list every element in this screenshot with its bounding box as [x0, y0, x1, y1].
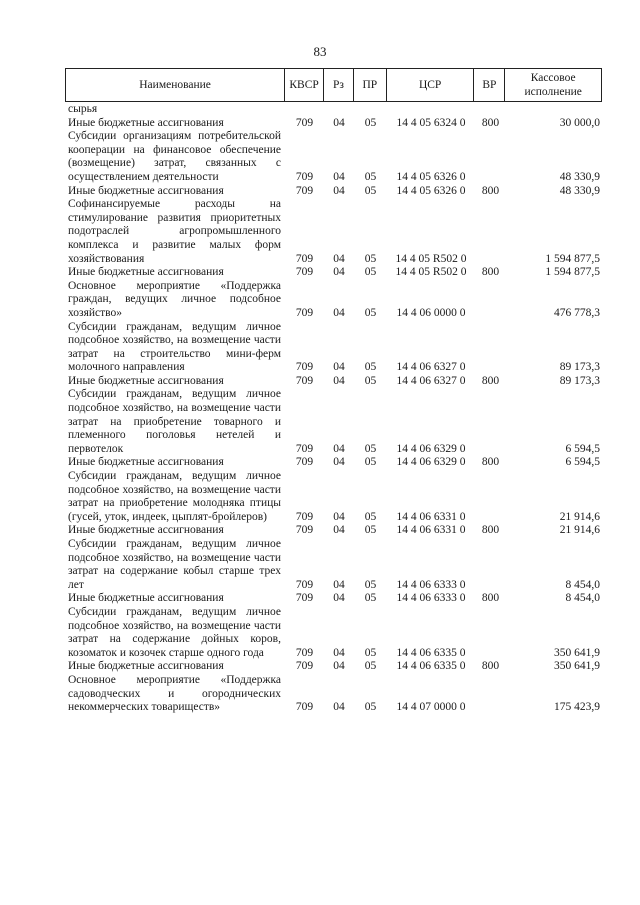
cell-pr: 05	[364, 442, 377, 455]
cell-name: Иные бюджетные ассигнования	[68, 592, 224, 605]
cell-pr: 05	[364, 184, 377, 197]
cell-csr: 14 4 06 0000 0	[396, 306, 466, 319]
cell-kvsr: 709	[295, 524, 314, 537]
cell-name: Иные бюджетные ассигнования	[68, 660, 224, 673]
header-sum: Кассовое исполнение	[524, 71, 582, 98]
cell-pr: 05	[364, 524, 377, 537]
cell-vr: 800	[481, 660, 500, 673]
cell-rz: 04	[333, 592, 345, 605]
cell-rz: 04	[333, 361, 345, 374]
cell-rz: 04	[333, 578, 345, 591]
table-row	[65, 185, 602, 199]
cell-kvsr: 709	[295, 252, 314, 265]
table-row	[65, 375, 602, 389]
cell-name: Иные бюджетные ассигнования	[68, 374, 224, 387]
table-header	[65, 68, 602, 102]
cell-name: Субсидии гражданам, ведущим личное подсобное хозяйство, на возмещение части затрат на приобретение товарного и племенного поголовья нетелей и первотелок	[68, 388, 281, 455]
cell-pr: 05	[364, 510, 377, 523]
cell-rz: 04	[333, 266, 345, 279]
table-row	[65, 606, 602, 660]
cell-kvsr: 709	[295, 116, 314, 129]
cell-name: Иные бюджетные ассигнования	[68, 116, 224, 129]
table-row	[65, 592, 602, 606]
cell-rz: 04	[333, 442, 345, 455]
cell-kvsr: 709	[295, 184, 314, 197]
cell-pr: 05	[364, 456, 377, 469]
cell-kvsr: 709	[295, 361, 314, 374]
cell-rz: 04	[333, 456, 345, 469]
cell-kvsr: 709	[295, 646, 314, 659]
cell-kvsr: 709	[295, 170, 314, 183]
cell-kvsr: 709	[295, 306, 314, 319]
cell-name: Иные бюджетные ассигнования	[68, 184, 224, 197]
cell-vr: 800	[481, 524, 500, 537]
cell-csr: 14 4 05 6326 0	[396, 170, 466, 183]
cell-csr: 14 4 06 6329 0	[396, 456, 466, 469]
cell-csr: 14 4 06 6331 0	[396, 524, 466, 537]
cell-csr: 14 4 05 6324 0	[396, 116, 466, 129]
table-row	[65, 321, 602, 375]
cell-sum: 476 778,3	[554, 306, 600, 319]
cell-rz: 04	[333, 170, 345, 183]
table-row	[65, 538, 602, 592]
cell-kvsr: 709	[295, 578, 314, 591]
cell-csr: 14 4 07 0000 0	[396, 701, 466, 714]
cell-kvsr: 709	[295, 592, 314, 605]
cell-pr: 05	[364, 266, 377, 279]
cell-csr: 14 4 05 6326 0	[396, 184, 466, 197]
cell-pr: 05	[364, 592, 377, 605]
table-row	[65, 524, 602, 538]
cell-kvsr: 709	[295, 374, 314, 387]
cell-vr: 800	[481, 184, 500, 197]
cell-name: Основное мероприятие «Поддержка садоводческих и огороднических некоммерческих товариществ»	[68, 673, 281, 714]
cell-csr: 14 4 06 6335 0	[396, 660, 466, 673]
cell-vr: 800	[481, 456, 500, 469]
header-rz: Рз	[324, 69, 354, 101]
cell-vr: 800	[481, 374, 500, 387]
cell-csr: 14 4 06 6331 0	[396, 510, 466, 523]
cell-vr: 800	[481, 266, 500, 279]
header-pr: ПР	[354, 69, 387, 101]
cell-csr: 14 4 06 6327 0	[396, 361, 466, 374]
cell-pr: 05	[364, 116, 377, 129]
cell-kvsr: 709	[295, 266, 314, 279]
cell-kvsr: 709	[295, 660, 314, 673]
page-number: 83	[313, 44, 327, 59]
cell-name: Иные бюджетные ассигнования	[68, 266, 224, 279]
cell-csr: 14 4 05 R502 0	[395, 266, 467, 279]
cell-name: Субсидии гражданам, ведущим личное подсобное хозяйство, на возмещение части затрат на содержание кобыл старше трех лет	[68, 538, 281, 591]
cell-sum: 21 914,6	[559, 524, 600, 537]
cell-pr: 05	[364, 361, 377, 374]
table-row	[65, 456, 602, 470]
cell-csr: 14 4 06 6329 0	[396, 442, 466, 455]
cell-sum: 1 594 877,5	[545, 266, 600, 279]
cell-pr: 05	[364, 578, 377, 591]
cell-pr: 05	[364, 170, 377, 183]
cell-sum: 350 641,9	[554, 660, 600, 673]
cell-sum: 6 594,5	[565, 442, 600, 455]
cell-sum: 1 594 877,5	[545, 252, 600, 265]
cell-name: Субсидии гражданам, ведущим личное подсобное хозяйство, на возмещение части затрат на строительство мини-ферм молочного направления	[68, 320, 281, 374]
cell-pr: 05	[364, 252, 377, 265]
header-kvsr: КВСР	[285, 69, 324, 101]
cell-sum: 48 330,9	[559, 184, 600, 197]
cell-rz: 04	[333, 116, 345, 129]
cell-vr: 800	[481, 116, 500, 129]
cell-name: Софинансируемые расходы на стимулирование развития приоритетных подотраслей агропромышленного комплекса и развитие малых форм хозяйствования	[68, 198, 281, 265]
cell-sum: 89 173,3	[559, 374, 600, 387]
cell-csr: 14 4 06 6335 0	[396, 646, 466, 659]
cell-sum: 8 454,0	[565, 592, 600, 605]
cell-sum: 8 454,0	[565, 578, 600, 591]
cell-sum: 6 594,5	[565, 456, 600, 469]
cell-kvsr: 709	[295, 510, 314, 523]
cell-pr: 05	[364, 646, 377, 659]
cell-sum: 89 173,3	[559, 361, 600, 374]
header-vr: ВР	[474, 69, 505, 101]
cell-sum: 175 423,9	[554, 701, 600, 714]
table-row	[65, 266, 602, 280]
cell-name: сырья	[68, 103, 98, 115]
cell-csr: 14 4 06 6333 0	[396, 592, 466, 605]
cell-name: Субсидии гражданам, ведущим личное подсобное хозяйство, на возмещение части затрат на содержание дойных коров, козоматок и козочек старше одного года	[68, 605, 281, 659]
cell-kvsr: 709	[295, 442, 314, 455]
table-row	[65, 388, 602, 456]
cell-vr: 800	[481, 592, 500, 605]
cell-rz: 04	[333, 646, 345, 659]
cell-pr: 05	[364, 660, 377, 673]
cell-name: Субсидии организациям потребительской кооперации на финансовое обеспечение (возмещение) затрат, связанных с осуществлением деятельности	[68, 130, 281, 183]
cell-rz: 04	[333, 524, 345, 537]
header-name: Наименование	[66, 69, 285, 101]
table-row	[65, 130, 602, 184]
cell-sum: 350 641,9	[554, 646, 600, 659]
table-row	[65, 280, 602, 321]
cell-kvsr: 709	[295, 701, 314, 714]
cell-kvsr: 709	[295, 456, 314, 469]
cell-name: Иные бюджетные ассигнования	[68, 456, 224, 469]
cell-csr: 14 4 06 6327 0	[396, 374, 466, 387]
cell-rz: 04	[333, 306, 345, 319]
table-row	[65, 198, 602, 266]
cell-rz: 04	[333, 374, 345, 387]
cell-name: Субсидии гражданам, ведущим личное подсобное хозяйство, на возмещение части затрат на приобретение молодняка птицы (гусей, уток, индеек, цыплят-бройлеров)	[68, 470, 281, 523]
cell-pr: 05	[364, 306, 377, 319]
cell-sum: 30 000,0	[559, 116, 600, 129]
cell-pr: 05	[364, 374, 377, 387]
cell-name: Иные бюджетные ассигнования	[68, 524, 224, 537]
cell-csr: 14 4 06 6333 0	[396, 578, 466, 591]
table-body	[65, 103, 602, 715]
cell-sum: 48 330,9	[559, 170, 600, 183]
cell-pr: 05	[364, 701, 377, 714]
cell-name: Основное мероприятие «Поддержка граждан, ведущих личное подсобное хозяйство»	[68, 279, 281, 319]
cell-rz: 04	[333, 184, 345, 197]
header-csr: ЦСР	[387, 69, 475, 101]
cell-rz: 04	[333, 660, 345, 673]
table-row	[65, 674, 602, 715]
cell-rz: 04	[333, 510, 345, 523]
cell-csr: 14 4 05 R502 0	[395, 252, 467, 265]
cell-sum: 21 914,6	[559, 510, 600, 523]
cell-rz: 04	[333, 252, 345, 265]
cell-rz: 04	[333, 701, 345, 714]
table-row	[65, 117, 602, 131]
table-row	[65, 103, 602, 117]
table-row	[65, 470, 602, 524]
table-row	[65, 660, 602, 674]
